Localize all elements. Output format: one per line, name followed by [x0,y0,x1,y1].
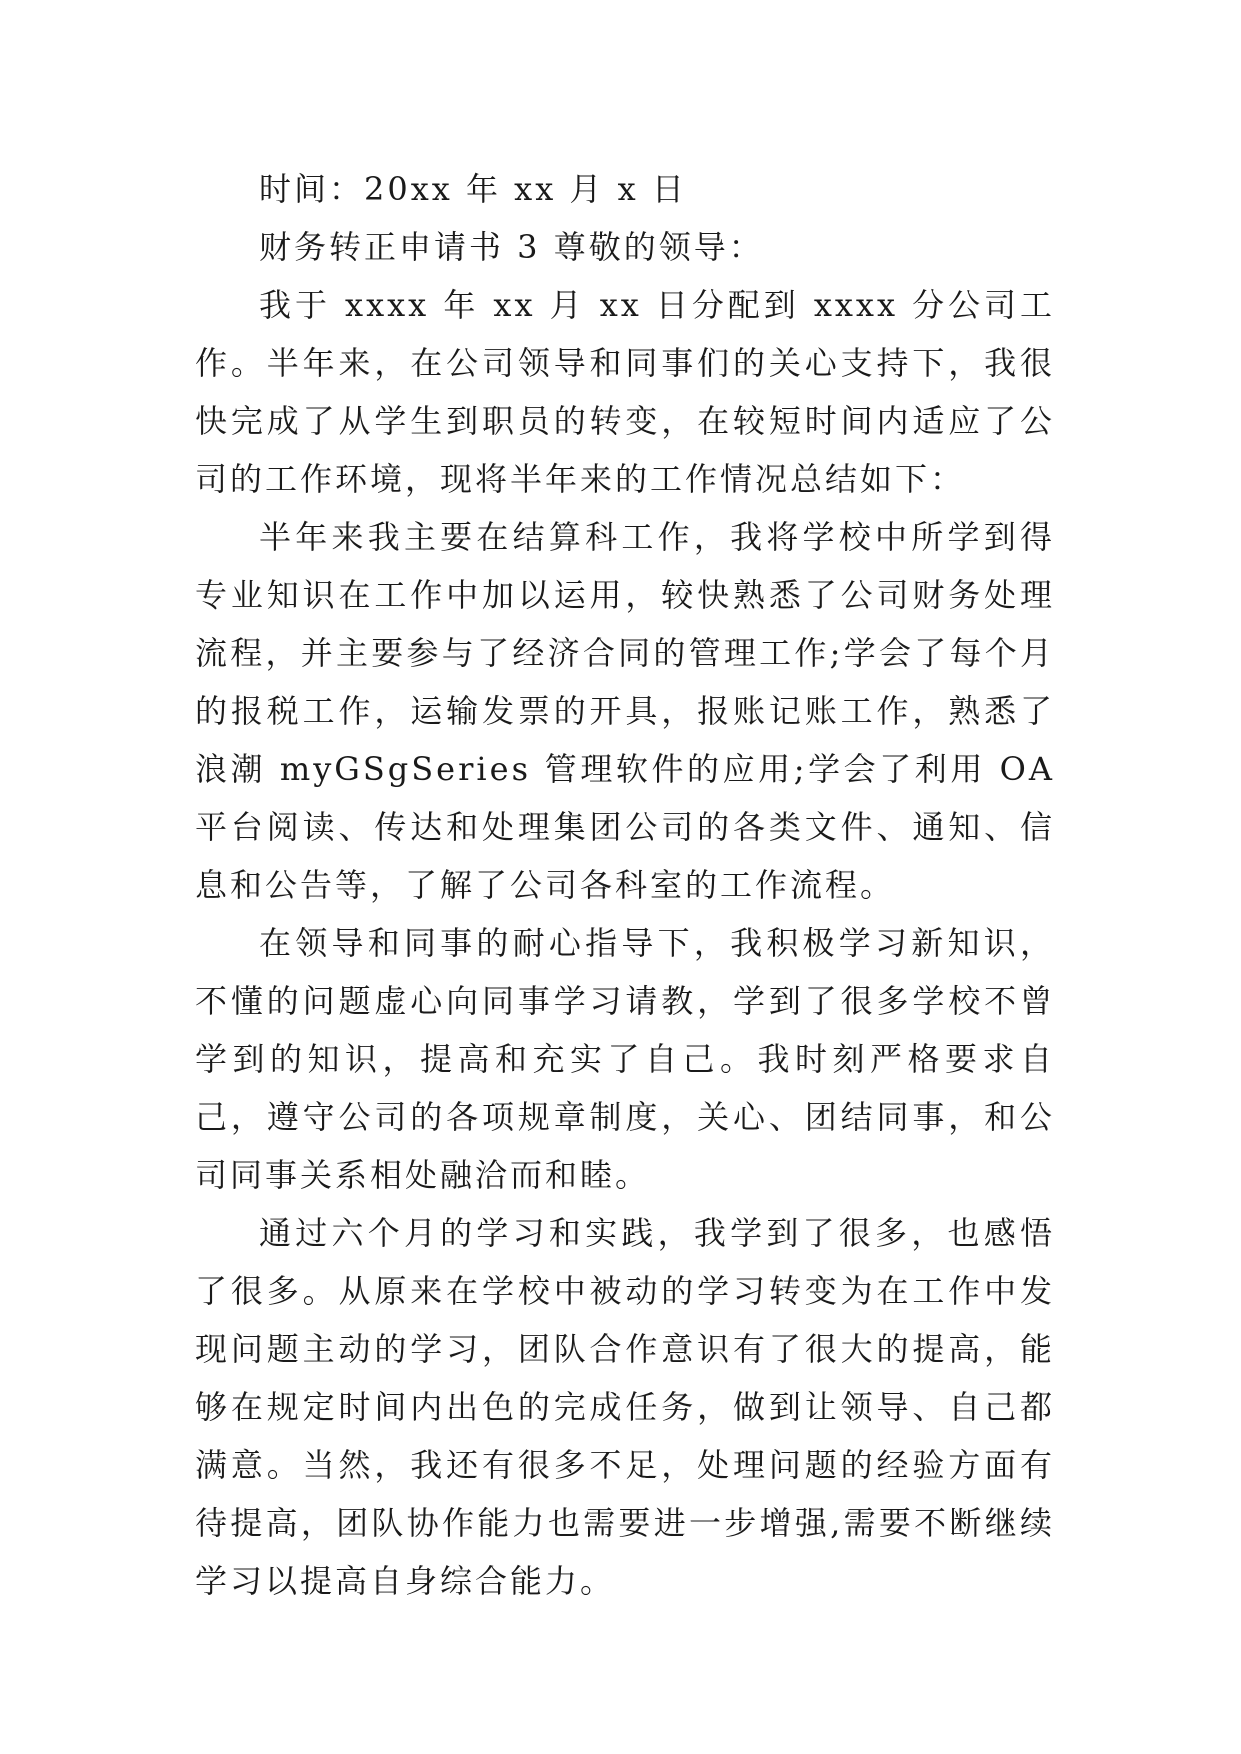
paragraph: 半年来我主要在结算科工作，我将学校中所学到得专业知识在工作中加以运用，较快熟悉了公司财务处理流程，并主要参与了经济合同的管理工作;学会了每个月的报税工作，运输发票的开具，报账记账工作，熟悉了浪潮 myGSgSeries 管理软件的应用;学会了利用 OA 平台阅读、传达和处理集团公司的各类文件、通知、信息和公告等，了解了公司各科室的工作流程。 [195,518,1055,904]
heading-line: 财务转正申请书 3 尊敬的领导： [259,228,764,266]
document-body [195,160,1055,1610]
paragraph: 在领导和同事的耐心指导下，我积极学习新知识，不懂的问题虚心向同事学习请教，学到了很多学校不曾学到的知识，提高和充实了自己。我时刻严格要求自己，遵守公司的各项规章制度，关心、团结同事，和公司同事关系相处融洽而和睦。 [195,924,1055,1194]
paragraph: 通过六个月的学习和实践，我学到了很多，也感悟了很多。从原来在学校中被动的学习转变为在工作中发现问题主动的学习，团队合作意识有了很大的提高，能够在规定时间内出色的完成任务，做到让领导、自己都满意。当然，我还有很多不足，处理问题的经验方面有待提高，团队协作能力也需要进一步增强,需要不断继续学习以提高自身综合能力。 [195,1214,1055,1600]
paragraph: 我于 xxxx 年 xx 月 xx 日分配到 xxxx 分公司工作。半年来，在公司领导和同事们的关心支持下，我很快完成了从学生到职员的转变，在较短时间内适应了公司的工作环境，现将半年来的工作情况总结如下： [195,286,1055,498]
date-line: 时间：20xx 年 xx 月 x 日 [259,170,687,208]
